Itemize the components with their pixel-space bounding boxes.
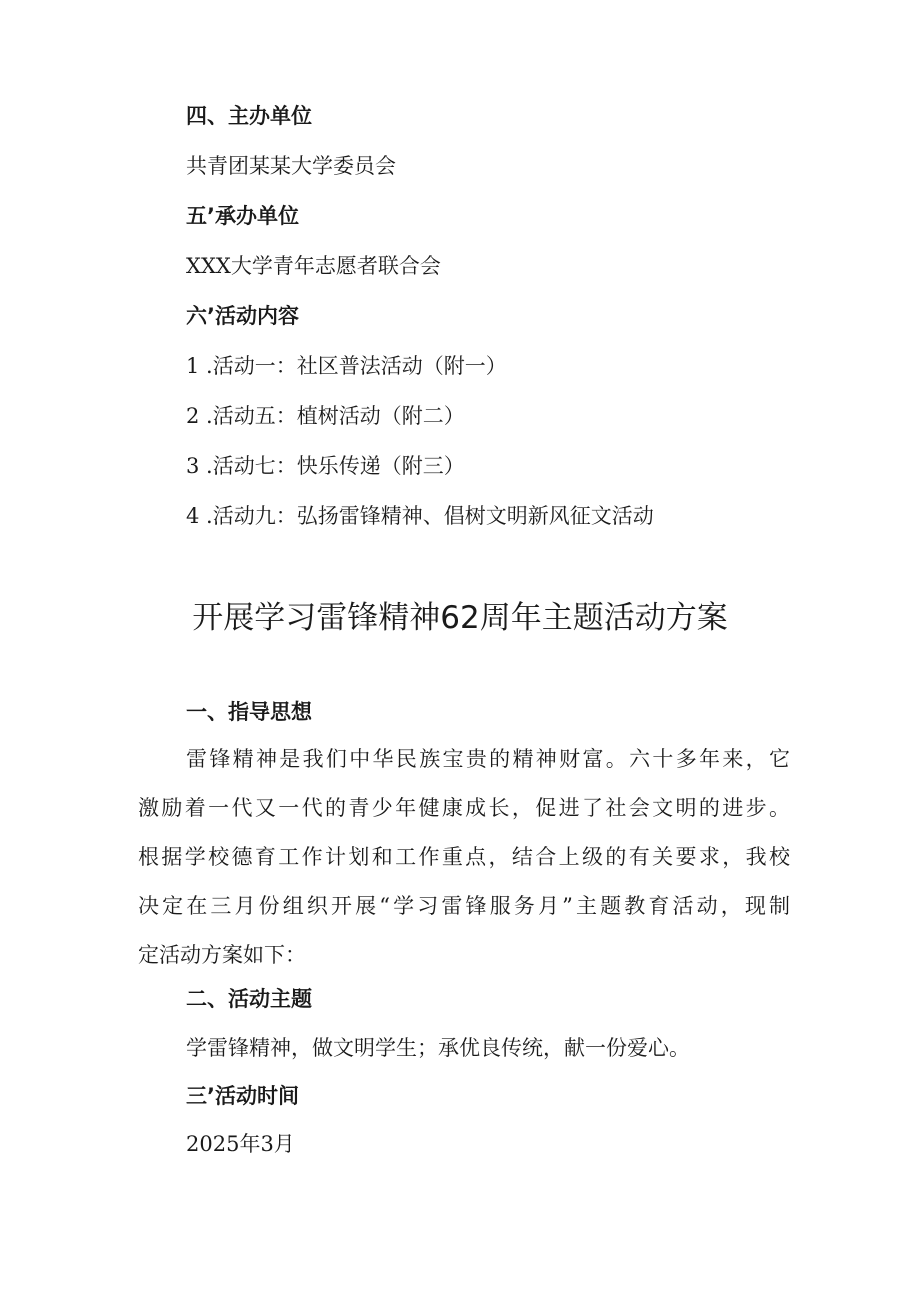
activity-theme-text: 学雷锋精神，做文明学生；承优良传统，献一份爱心。 — [186, 1036, 690, 1060]
activity-item-2: 2 .活动五：植树活动（附二） — [186, 404, 465, 428]
co-organizer-text: XXX大学青年志愿者联合会 — [186, 254, 441, 278]
activity-item-3: 3 .活动七：快乐传递（附三） — [186, 454, 465, 478]
heading-activity-time: 三’活动时间 — [186, 1084, 299, 1108]
paragraph-line: 决定在三月份组织开展“学习雷锋服务月”主题教育活动，现制 — [138, 894, 790, 918]
heading-co-organizer: 五’承办单位 — [186, 204, 299, 228]
activity-time-text: 2025年3月 — [186, 1132, 295, 1156]
paragraph-line: 激励着一代又一代的青少年健康成长，促进了社会文明的进步。 — [138, 796, 790, 820]
heading-guiding-thought: 一、指导思想 — [186, 700, 312, 724]
guiding-thought-paragraph — [138, 735, 790, 980]
paragraph-line: 雷锋精神是我们中华民族宝贵的精神财富。六十多年来，它 — [186, 747, 790, 771]
activity-item-4: 4 .活动九：弘扬雷锋精神、倡树文明新风征文活动 — [186, 504, 654, 528]
heading-activity-theme: 二、活动主题 — [186, 987, 312, 1011]
paragraph-line: 根据学校德育工作计划和工作重点，结合上级的有关要求，我校 — [138, 845, 790, 869]
paragraph-line: 定活动方案如下： — [138, 943, 306, 967]
activity-item-1: 1 .活动一：社区普法活动（附一） — [186, 354, 507, 378]
document-title: 开展学习雷锋精神62周年主题活动方案 — [192, 600, 728, 636]
heading-activity-content: 六’活动内容 — [186, 304, 299, 328]
heading-organizer: 四、主办单位 — [186, 104, 312, 128]
organizer-text: 共青团某某大学委员会 — [186, 154, 396, 178]
